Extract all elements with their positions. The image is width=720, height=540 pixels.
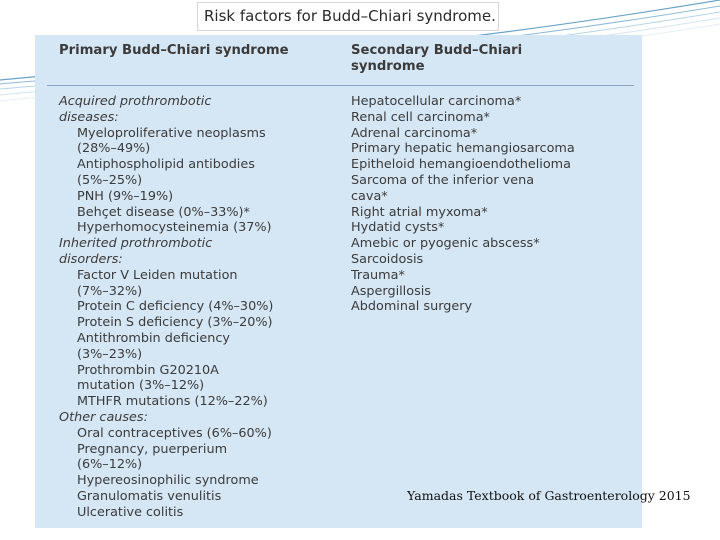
- secondary-header-line-2: syndrome: [351, 59, 425, 74]
- secondary-cause-item: Primary hepatic hemangiosarcoma: [351, 141, 575, 157]
- secondary-cause-item: Right atrial myxoma*: [351, 204, 488, 220]
- secondary-cause-item: Aspergillosis: [351, 283, 431, 299]
- primary-causes-list: [59, 94, 273, 521]
- slide-title: Risk factors for Budd–Chiari syndrome.: [197, 2, 499, 31]
- primary-cause-item: Protein C deficiency (4%–30%): [77, 299, 274, 315]
- secondary-cause-item: Sarcoma of the inferior vena: [351, 172, 535, 188]
- primary-cause-item: mutation (3%–12%): [77, 378, 205, 394]
- secondary-cause-item: Trauma*: [351, 267, 405, 283]
- secondary-cause-item: Renal cell carcinoma*: [351, 109, 490, 125]
- primary-cause-item: Ulcerative colitis: [77, 504, 184, 520]
- secondary-cause-item: Hepatocellular carcinoma*: [351, 94, 522, 109]
- primary-cause-item: Hyperhomocysteinemia (37%): [77, 220, 272, 236]
- secondary-header-line-1: Secondary Budd–Chiari: [351, 43, 523, 58]
- secondary-causes-list: [351, 94, 575, 315]
- primary-cause-item: disorders:: [59, 251, 123, 267]
- secondary-cause-item: Epitheloid hemangioendothelioma: [351, 157, 571, 173]
- primary-cause-item: Oral contraceptives (6%–60%): [77, 425, 272, 441]
- header-divider: [47, 85, 634, 86]
- primary-cause-item: diseases:: [59, 109, 119, 125]
- secondary-column-header: [351, 43, 611, 75]
- secondary-cause-item: cava*: [351, 188, 388, 204]
- risk-factors-table: [35, 35, 642, 528]
- primary-column-header: Primary Budd–Chiari syndrome: [59, 43, 289, 58]
- primary-cause-item: Pregnancy, puerperium: [77, 441, 228, 457]
- primary-cause-item: Myeloproliferative neoplasms: [77, 125, 266, 141]
- source-credit: Yamadas Textbook of Gastroenterology 2015: [407, 488, 691, 503]
- primary-cause-item: Prothrombin G20210A: [77, 362, 219, 378]
- primary-cause-item: Protein S deficiency (3%–20%): [77, 315, 273, 331]
- primary-cause-item: (3%–23%): [77, 346, 143, 362]
- primary-cause-item: PNH (9%–19%): [77, 188, 174, 204]
- primary-cause-item: (28%–49%): [77, 141, 151, 157]
- secondary-cause-item: Abdominal surgery: [351, 299, 473, 315]
- primary-cause-item: Antiphospholipid antibodies: [77, 157, 255, 173]
- primary-cause-item: (6%–12%): [77, 457, 143, 473]
- primary-cause-item: Antithrombin deficiency: [77, 330, 230, 346]
- primary-cause-item: Behçet disease (0%–33%)*: [77, 204, 250, 220]
- primary-cause-item: Factor V Leiden mutation: [77, 267, 238, 283]
- primary-cause-item: (7%–32%): [77, 283, 143, 299]
- primary-cause-item: Other causes:: [59, 409, 148, 425]
- primary-cause-item: Hypereosinophilic syndrome: [77, 473, 259, 489]
- secondary-cause-item: Sarcoidosis: [351, 251, 424, 267]
- primary-cause-item: Acquired prothrombotic: [59, 94, 212, 109]
- primary-cause-item: Granulomatis venulitis: [77, 488, 222, 504]
- secondary-cause-item: Adrenal carcinoma*: [351, 125, 478, 141]
- primary-cause-item: MTHFR mutations (12%–22%): [77, 394, 268, 410]
- secondary-cause-item: Amebic or pyogenic abscess*: [351, 236, 540, 252]
- secondary-cause-item: Hydatid cysts*: [351, 220, 445, 236]
- primary-cause-item: (5%–25%): [77, 172, 143, 188]
- primary-cause-item: Inherited prothrombotic: [59, 236, 213, 252]
